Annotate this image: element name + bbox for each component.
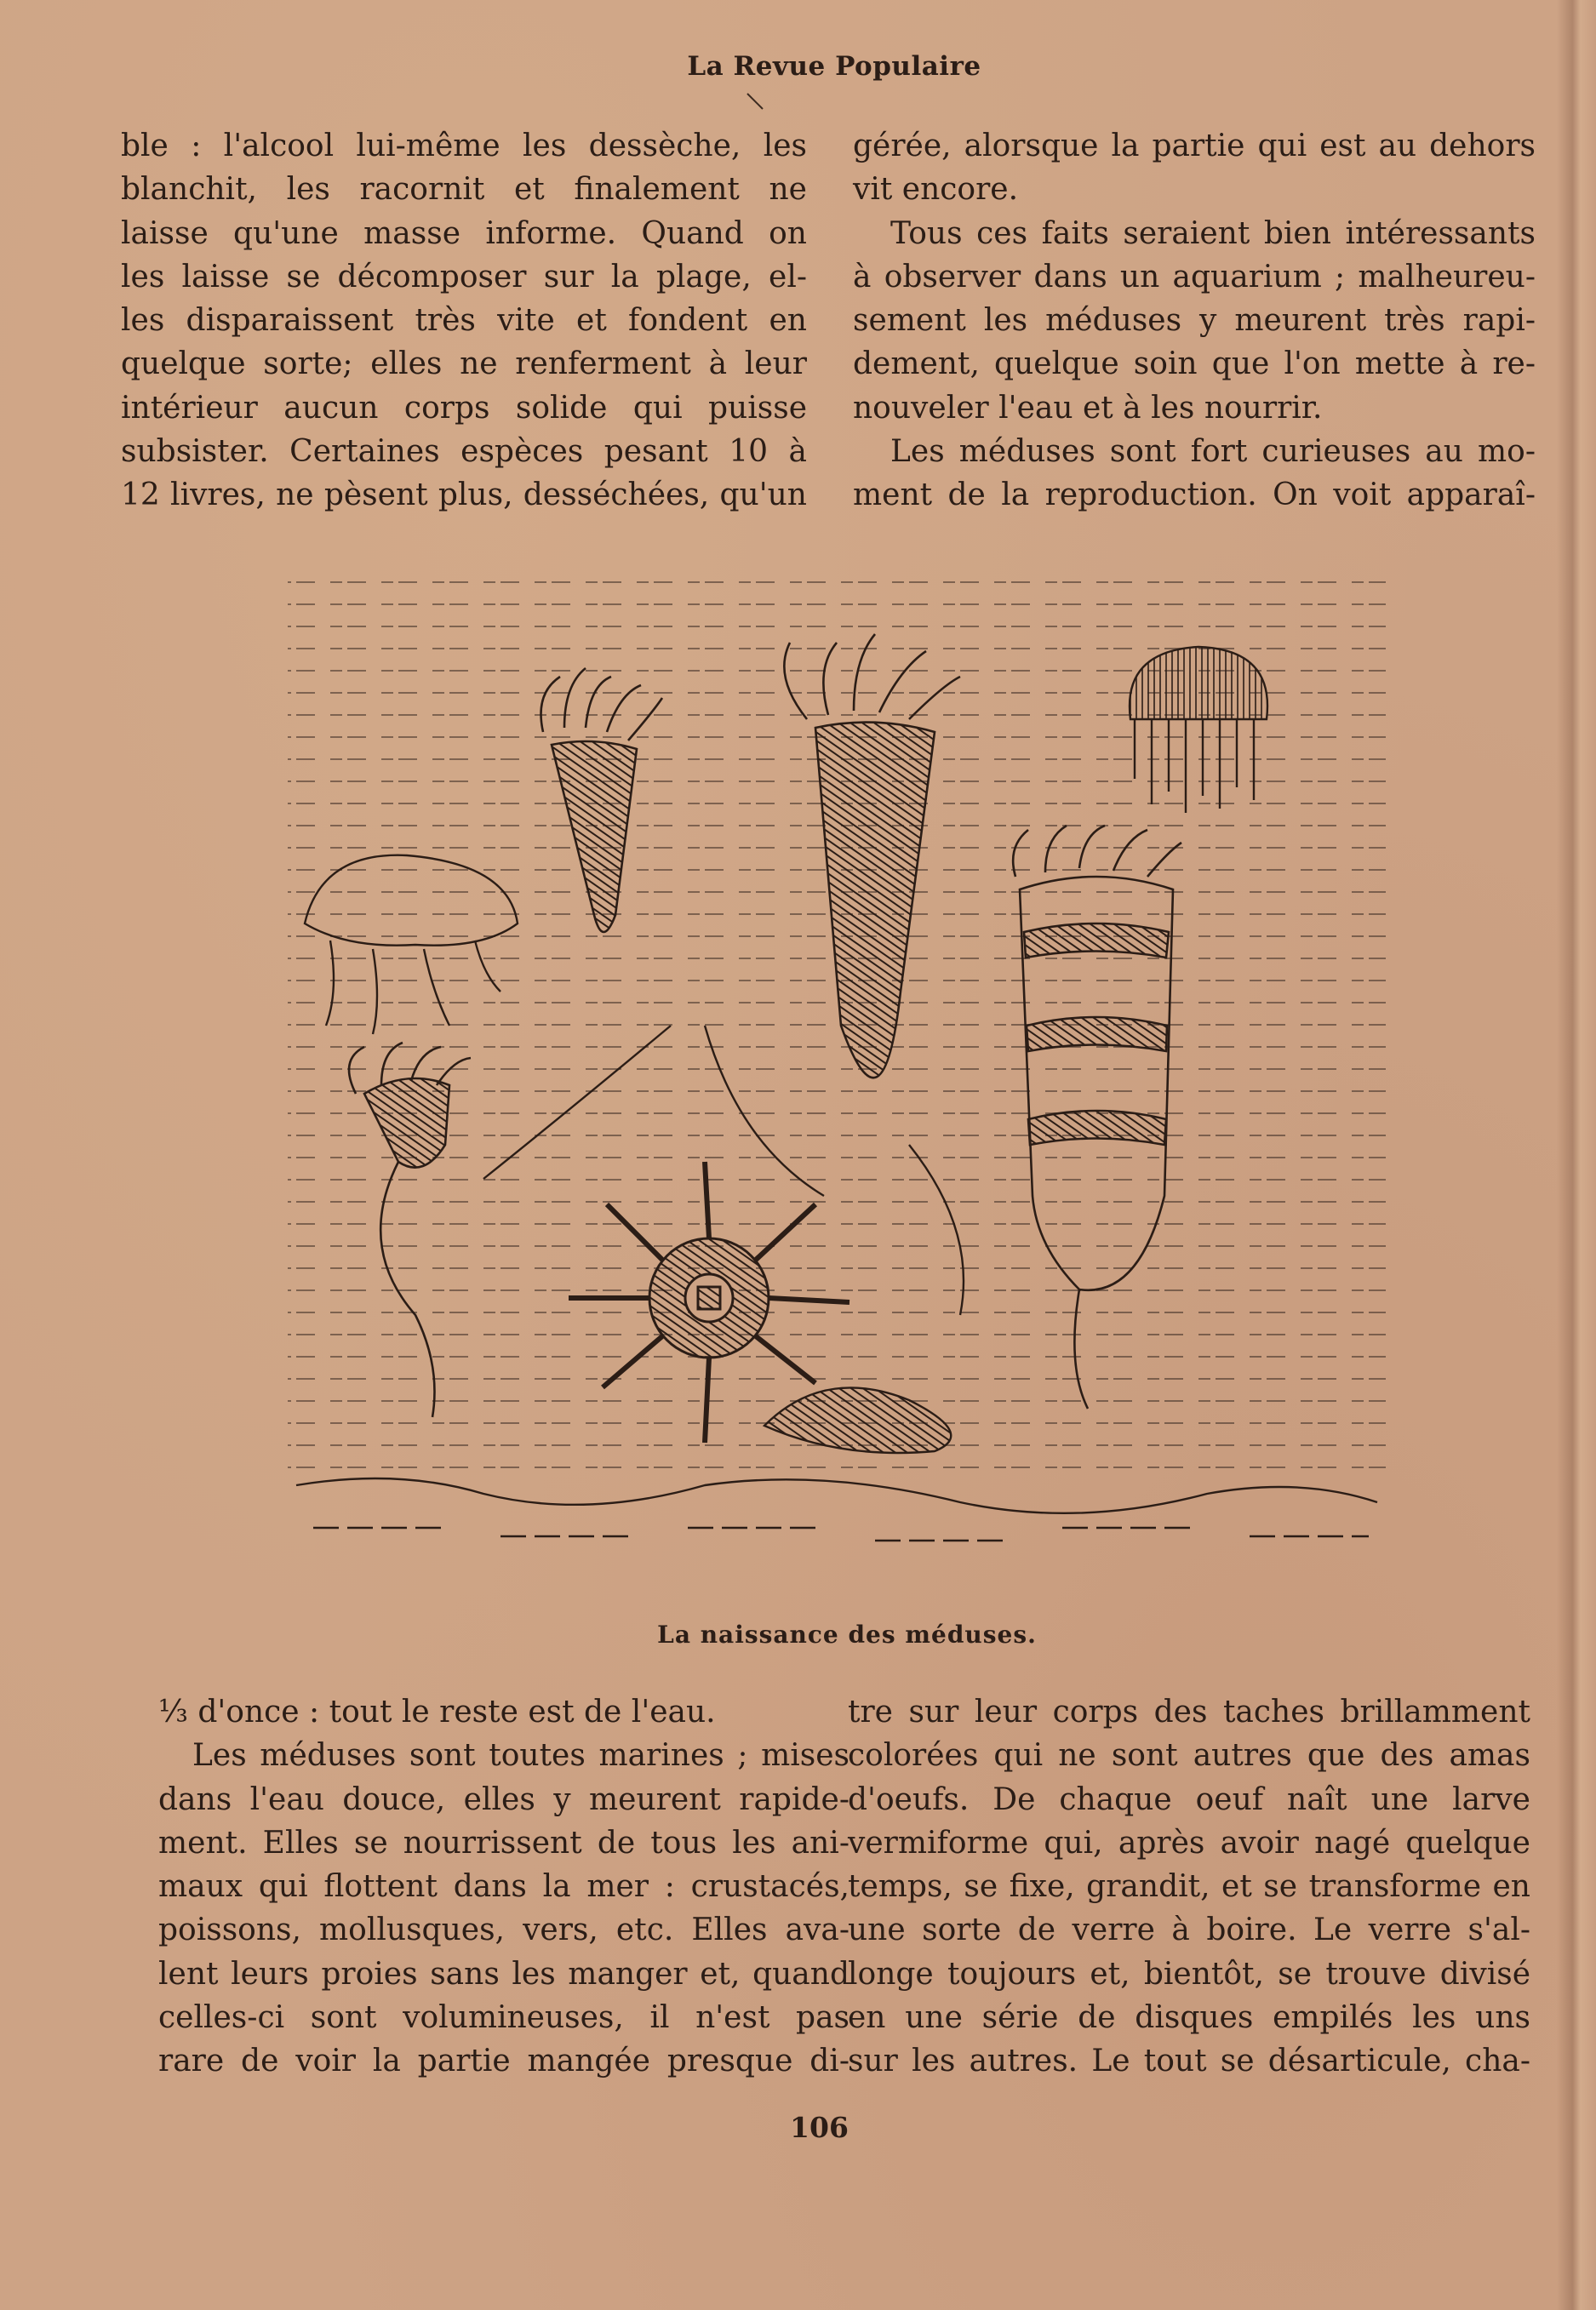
page-number: 106 [790,2111,849,2144]
jellyfish-engraving [228,549,1437,1583]
text-line: colorées qui ne sont autres que des amas [848,1738,1530,1774]
page-gutter-edge [1557,0,1596,2310]
text-line: les laisse se décomposer sur la plage, el- [121,259,807,294]
text-line: d'oeufs. De chaque oeuf naît une larve [848,1781,1530,1817]
text-line: dement, quelque soin que l'on mette à re- [853,346,1536,382]
running-header: La Revue Populaire [687,51,981,82]
text-line: poissons, mollusques, vers, etc. Elles ava- [158,1913,849,1948]
text-line: celles-ci sont volumineuses, il n'est pas [158,2000,849,2036]
text-line: ment. Elles se nourrissent de tous les ani- [158,1825,849,1861]
print-mark [746,92,764,111]
text-line: ble : l'alcool lui-même les dessèche, les [121,129,807,163]
text-line: les disparaissent très vite et fondent en [121,303,807,339]
text-line: maux qui flottent dans la mer : crustacés, [158,1869,849,1905]
text-line: gérée, alorsque la partie qui est au dehors [853,129,1536,163]
text-line: 12 livres, ne pèsent plus, desséchées, qu'un [121,477,807,513]
text-line: dans l'eau douce, elles y meurent rapide- [158,1781,849,1817]
text-line: ⅓ d'once : tout le reste est de l'eau. [158,1695,716,1730]
text-line: vermiforme qui, après avoir nagé quelque [848,1825,1530,1861]
text-line: vit encore. [853,172,1019,208]
text-line: rare de voir la partie mangée presque di- [158,2044,849,2079]
text-line: laisse qu'une masse informe. Quand on [121,215,807,251]
left-column-top [121,124,807,517]
text-line: sur les autres. Le tout se désarticule, cha- [848,2044,1530,2079]
figure-caption: La naissance des méduses. [657,1621,1037,1649]
text-line: nouveler l'eau et à les nourrir. [853,390,1323,426]
text-line: subsister. Certaines espèces pesant 10 à [121,434,807,470]
text-line: Tous ces faits seraient bien intéressants [890,215,1536,251]
text-line: blanchit, les racornit et finalement ne [121,172,807,208]
text-line: lent leurs proies sans les manger et, quand [158,1956,849,1992]
text-line: quelque sorte; elles ne renferment à leur [121,346,807,382]
left-column-bottom [158,1690,849,2084]
text-line: en une série de disques empilés les uns [848,2000,1530,2036]
text-line: Les méduses sont fort curieuses au mo- [890,434,1536,470]
right-column-top [853,124,1536,517]
text-line: intérieur aucun corps solide qui puisse [121,390,807,426]
text-line: une sorte de verre à boire. Le verre s'al- [848,1913,1530,1948]
text-line: longe toujours et, bientôt, se trouve divisé [848,1956,1530,1992]
text-line: Les méduses sont toutes marines ; mises [192,1738,849,1774]
text-line: à observer dans un aquarium ; malheureu- [853,259,1536,294]
right-column-bottom [848,1690,1530,2084]
text-line: sement les méduses y meurent très rapi- [853,303,1536,339]
text-line: tre sur leur corps des taches brillamment [848,1695,1530,1730]
text-line: ment de la reproduction. On voit apparaî- [853,477,1536,513]
text-line: temps, se fixe, grandit, et se transforme en [848,1869,1530,1905]
